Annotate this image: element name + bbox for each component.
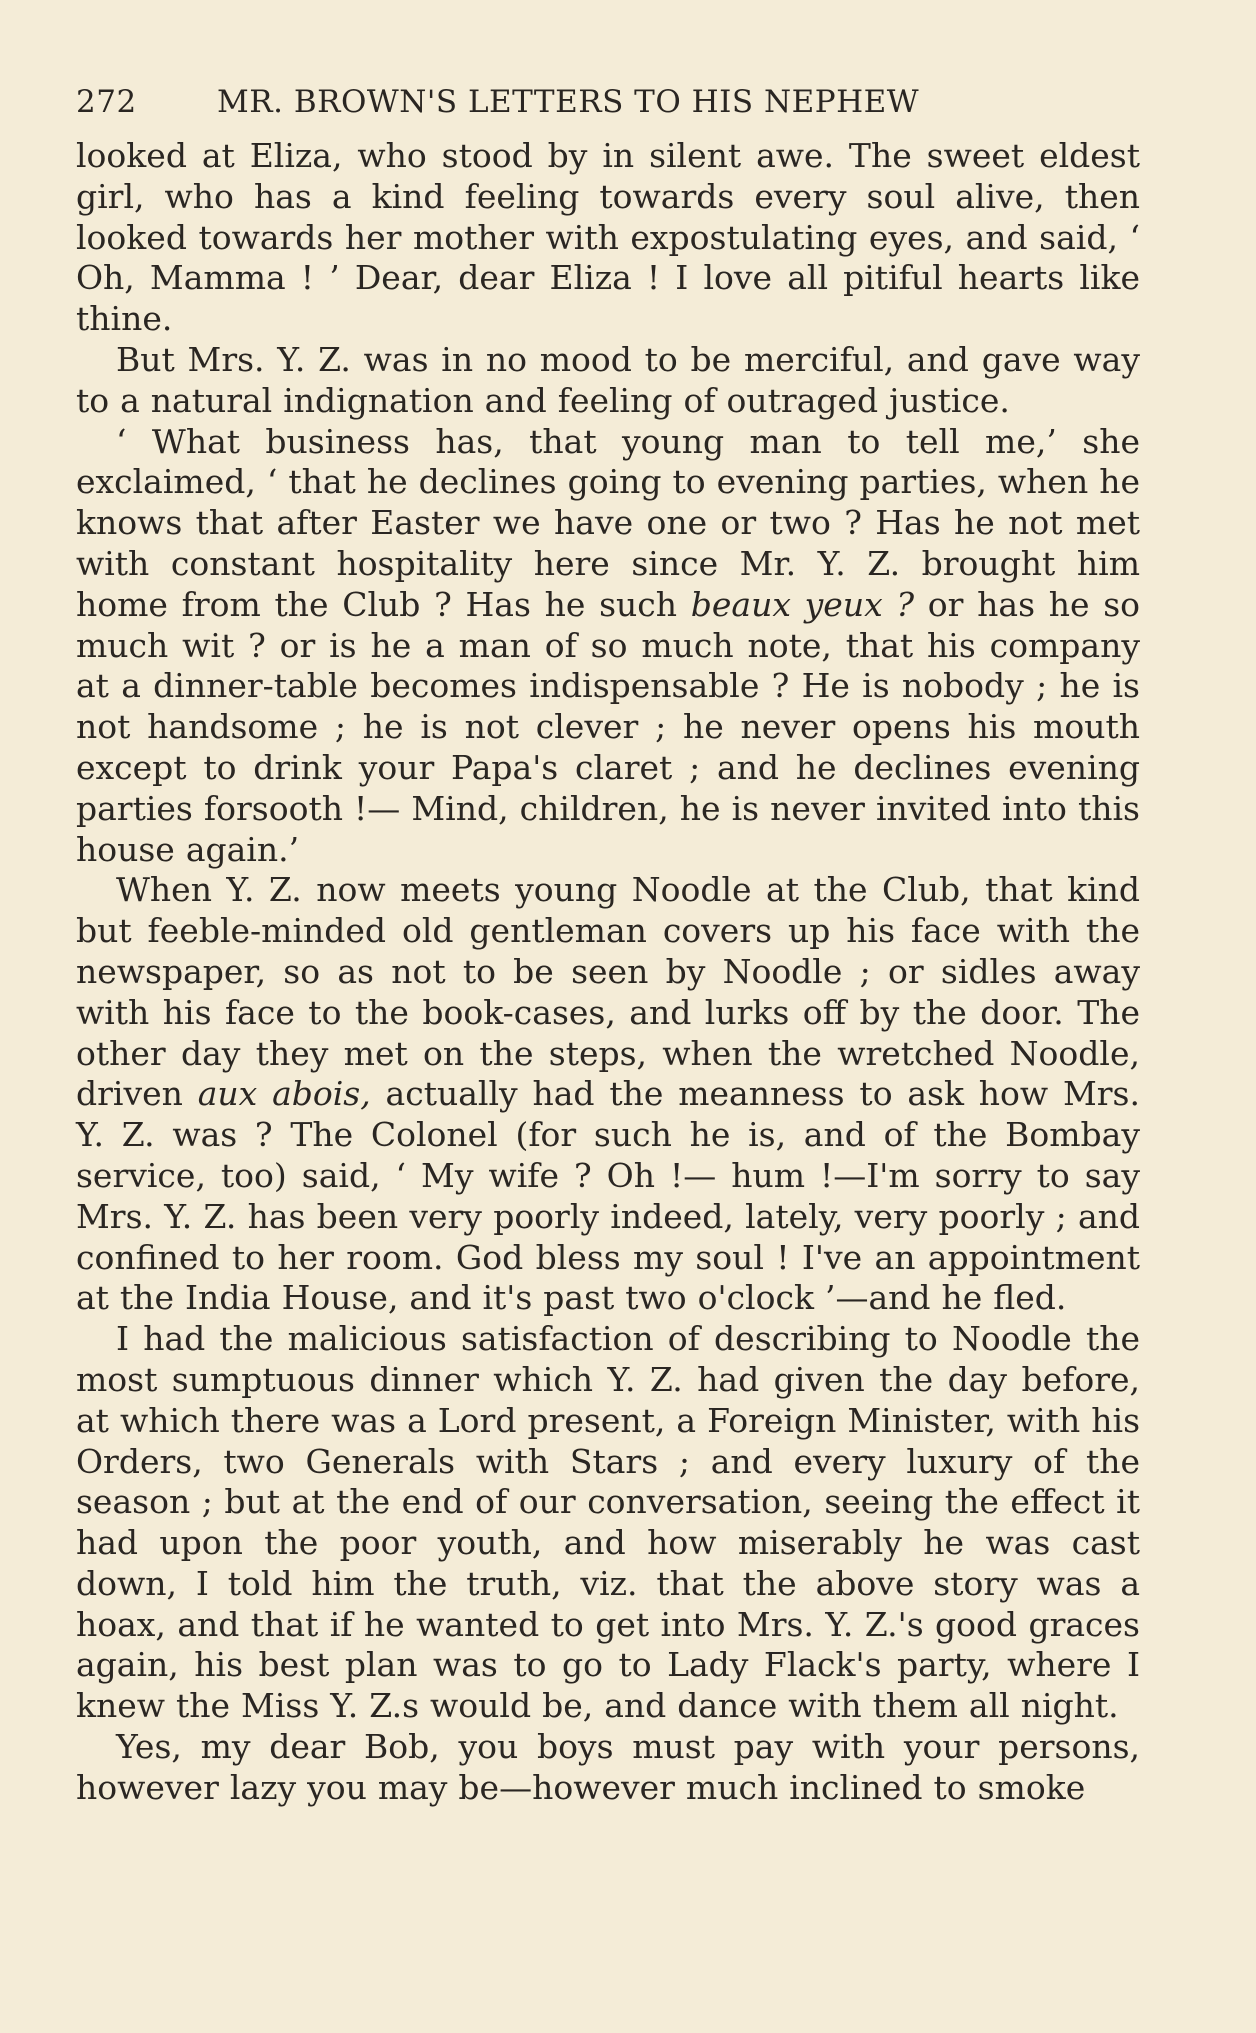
paragraph-4-italic: aux abois, (197, 1074, 371, 1114)
paragraph-4-text-a: When Y. Z. now meets young Noodle at the Club, that kind but feeble-minded old gentleman covers up his face with the newspaper, so as not to be seen by Noodle ; or sidles away with his face to the book-cases, and lurks off by the door. The other day they met on the steps, when the wretched Noodle, driven (76, 870, 1140, 1114)
page-number: 272 (76, 84, 137, 120)
running-head (76, 78, 1140, 126)
running-title: MR. BROWN'S LETTERS TO HIS NEPHEW (217, 84, 920, 120)
paragraph-3-text-a: ‘ What business has, that young man to tell me,’ she exclaimed, ‘ that he declines going to evening parties, when he knows that after Easter we have one or two ? Has he not met with constant hospitality here since Mr. Y. Z. brought him home from the Club ? Has he such (76, 421, 1140, 624)
paragraph-5: I had the malicious satisfaction of describing to Noodle the most sumptuous dinner which Y. Z. had given the day before, at which there was a Lord present, a Foreign Minister, with his Orders, two Generals with Stars ; and every luxury of the season ; but at the end of our conversation, seeing the effect it had upon the poor youth, and how miserably he was cast down, I told him the truth, viz. that the above story was a hoax, and that if he wanted to get into Mrs. Y. Z.'s good graces again, his best plan was to go to Lady Flack's party, where I knew the Miss Y. Z.s would be, and dance with them all night. (76, 1319, 1140, 1726)
paragraph-6: Yes, my dear Bob, you boys must pay with your persons, however lazy you may be—however much inclined to smoke (76, 1727, 1140, 1807)
body-text (76, 136, 1140, 1809)
paragraph-3-text-b: or has he so much wit ? or is he a man of so much note, that his company at a dinner-table becomes indispensable ? He is nobody ; he is not handsome ; he is not clever ; he never opens his mouth except to drink your Papa's claret ; and he declines evening parties forsooth !— Mind, children, he is never invited into this house again.’ (76, 584, 1141, 869)
paragraph-4-text-b: actually had the meanness to ask how Mrs. Y. Z. was ? The Colonel (for such he is, and of the Bombay service, too) said, ‘ My wife ? Oh !— hum !—I'm sorry to say Mrs. Y. Z. has been very poorly indeed, lately, very poorly ; and confined to her room. God bless my soul ! I've an appointment at the India House, and it's past two o'clock ’—and he fled. (76, 1074, 1140, 1318)
paragraph-2: But Mrs. Y. Z. was in no mood to be merciful, and gave way to a natural indignation and feeling of outraged justice. (76, 339, 1140, 420)
paragraph-4 (76, 870, 1140, 1319)
paragraph-1: looked at Eliza, who stood by in silent awe. The sweet eldest girl, who has a kind feeling towards every soul alive, then looked towards her mother with expostulating eyes, and said, ‘ Oh, Mamma ! ’ Dear, dear Eliza ! I love all pitiful hearts like thine. (76, 136, 1140, 339)
book-page (76, 78, 1140, 1809)
paragraph-3 (76, 422, 1140, 871)
paragraph-3-italic: beaux yeux ? (690, 584, 915, 624)
